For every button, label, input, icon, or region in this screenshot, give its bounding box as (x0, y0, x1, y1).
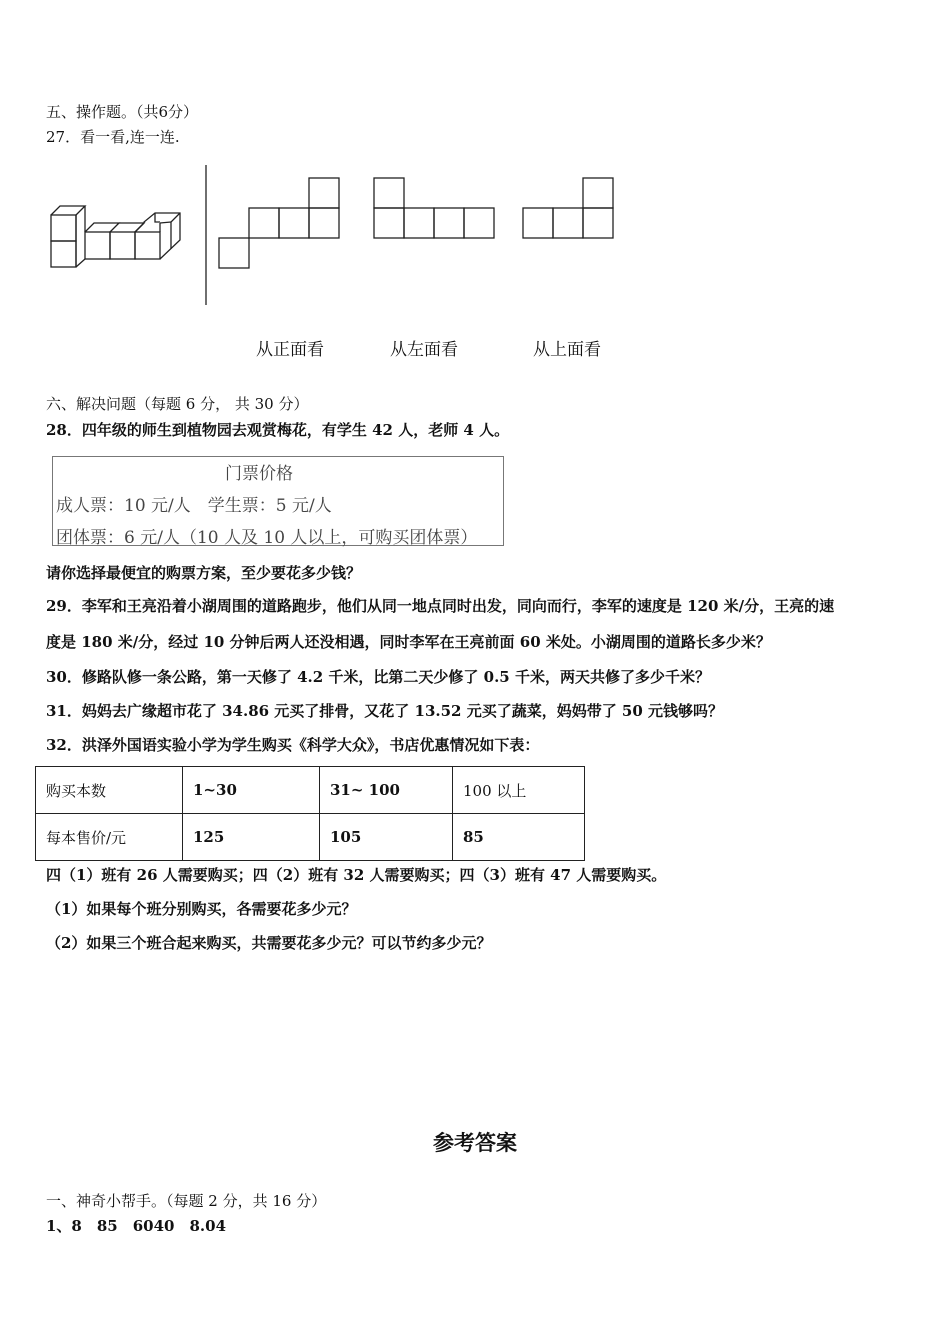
answer-1: 1、8 85 6040 8.04 (46, 1217, 227, 1235)
table-cell: 每本售价/元 (36, 814, 183, 861)
question-32: 32．洪泽外国语实验小学为学生购买《科学大众》，书店优惠情况如下表： (46, 736, 540, 754)
table-cell: 1~30 (183, 767, 320, 814)
section6-title: 六、解决问题（每题 6 分， 共 30 分） (46, 395, 309, 413)
question-28: 28．四年级的师生到植物园去观赏梅花，有学生 42 人，老师 4 人。 (46, 421, 510, 439)
ticket-price-box (52, 456, 504, 546)
table-cell: 100 以上 (453, 767, 585, 814)
table-row (36, 814, 585, 861)
question-29-line-2: 度是 180 米/分，经过 10 分钟后两人还没相遇，同时李军在王亮前面 60 米处。小湖周围的道路长多少米？ (46, 633, 771, 651)
question-28-ask: 请你选择最便宜的购票方案，至少要花多少钱？ (46, 564, 362, 582)
question-31: 31．妈妈去广缘超市花了 34.86 元买了排骨，又花了 13.52 元买了蔬菜，妈妈带了 50 元钱够吗？ (46, 702, 724, 720)
answers-section-1: 一、神奇小帮手。（每题 2 分，共 16 分） (46, 1192, 327, 1210)
view-label-top: 从上面看 (533, 340, 601, 360)
question-32-info: 四（1）班有 26 人需要购买；四（2）班有 32 人需要购买；四（3）班有 47 人需要购买。 (46, 866, 667, 884)
question-32-part-2: （2）如果三个班合起来购买，共需要花多少元？可以节约多少元？ (46, 934, 492, 952)
ticket-title: 门票价格 (225, 464, 293, 484)
table-cell: 85 (453, 814, 585, 861)
view-label-front: 从正面看 (256, 340, 324, 360)
table-row (36, 767, 585, 814)
table-cell: 125 (183, 814, 320, 861)
view-label-left: 从左面看 (390, 340, 458, 360)
question-29-line-1: 29．李军和王亮沿着小湖周围的道路跑步，他们从同一地点同时出发，同向而行，李军的速度是 120 米/分，王亮的速 (46, 597, 835, 615)
ticket-line-2: 团体票：6 元/人（10 人及 10 人以上，可购买团体票） (56, 528, 478, 548)
cube-figure (40, 160, 640, 310)
table-cell: 购买本数 (36, 767, 183, 814)
section5-title: 五、操作题。（共6分） (46, 103, 199, 121)
table-cell: 105 (320, 814, 453, 861)
answers-title: 参考答案 (433, 1131, 517, 1155)
ticket-line-1: 成人票：10 元/人 学生票：5 元/人 (56, 496, 332, 516)
table-cell: 31~ 100 (320, 767, 453, 814)
question-27: 27．看一看,连一连. (46, 128, 180, 146)
question-30: 30．修路队修一条公路，第一天修了 4.2 千米，比第二天少修了 0.5 千米，两天共修了多少千米？ (46, 668, 710, 686)
question-32-part-1: （1）如果每个班分别购买，各需要花多少元？ (46, 900, 357, 918)
discount-table (35, 766, 585, 861)
